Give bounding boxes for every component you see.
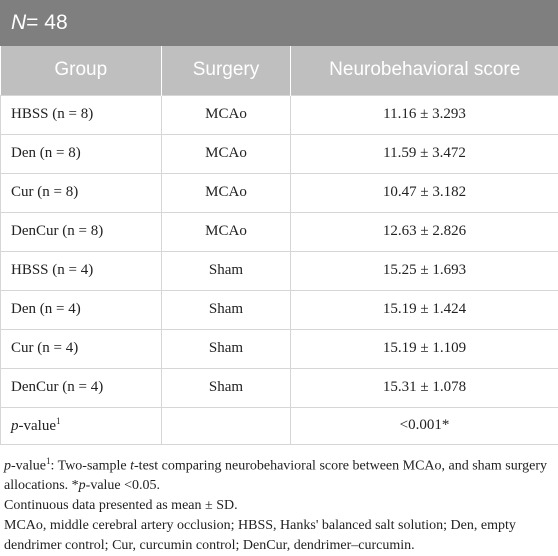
table-row [1, 95, 558, 134]
cell-surgery: MCAo [162, 134, 291, 173]
pvalue-row [1, 407, 558, 444]
cell-surgery: MCAo [162, 212, 291, 251]
pvalue-label-sup: 1 [56, 416, 61, 426]
cell-group: HBSS (n = 8) [1, 95, 162, 134]
cell-score: 11.16 ± 3.293 [291, 95, 558, 134]
cell-surgery: MCAo [162, 173, 291, 212]
fn-t-italic: t [130, 458, 134, 473]
header-score: Neurobehavioral score [291, 46, 558, 95]
cell-score: 15.25 ± 1.693 [291, 251, 558, 290]
cell-score: 15.19 ± 1.424 [291, 290, 558, 329]
table-row [1, 251, 558, 290]
cell-score: 12.63 ± 2.826 [291, 212, 558, 251]
table-row [1, 329, 558, 368]
table-row [1, 368, 558, 407]
cell-surgery: Sham [162, 251, 291, 290]
pvalue-value: <0.001* [291, 407, 558, 444]
table-row [1, 134, 558, 173]
pvalue-label-rest: -value [19, 418, 56, 434]
cell-score: 10.47 ± 3.182 [291, 173, 558, 212]
table-row [1, 212, 558, 251]
pvalue-label [1, 407, 162, 444]
fn-p2-italic: p [79, 478, 86, 493]
cell-group: Den (n = 4) [1, 290, 162, 329]
title-n: N [11, 11, 26, 35]
footnote-abbreviations: MCAo, middle cerebral artery occlusion; HBSS, Hanks' balanced salt solution; Den, empty dendrimer control; Cur, curcumin control; DenCur, dendrimer–curcumin. [4, 516, 554, 556]
fn-p-italic: p [4, 458, 11, 473]
fn-text-1: : Two-sample [50, 458, 130, 473]
title-text: = 48 [26, 11, 67, 35]
cell-group: Den (n = 8) [1, 134, 162, 173]
cell-surgery: MCAo [162, 95, 291, 134]
cell-score: 11.59 ± 3.472 [291, 134, 558, 173]
cell-surgery: Sham [162, 290, 291, 329]
cell-group: DenCur (n = 4) [1, 368, 162, 407]
header-row [1, 46, 558, 95]
table-row [1, 290, 558, 329]
header-surgery: Surgery [162, 46, 291, 95]
fn-text-3: -value <0.05. [86, 478, 160, 493]
data-table [0, 46, 558, 445]
cell-group: HBSS (n = 4) [1, 251, 162, 290]
fn-text-2: -test comparing neurobehavioral score between MCAo, and sham surgery allocations. * [4, 458, 547, 493]
cell-score: 15.31 ± 1.078 [291, 368, 558, 407]
cell-group: Cur (n = 4) [1, 329, 162, 368]
fn-sup: 1 [46, 456, 51, 466]
cell-score: 15.19 ± 1.109 [291, 329, 558, 368]
header-group: Group [1, 46, 162, 95]
cell-group: DenCur (n = 8) [1, 212, 162, 251]
cell-surgery: Sham [162, 329, 291, 368]
footnote-pvalue [4, 451, 554, 497]
footnote-continuous: Continuous data presented as mean ± SD. [4, 496, 554, 516]
cell-surgery: Sham [162, 368, 291, 407]
pvalue-surgery [162, 407, 291, 444]
cell-group: Cur (n = 8) [1, 173, 162, 212]
table-footnotes [0, 445, 558, 556]
table-title [0, 0, 558, 46]
pvalue-label-italic: p [11, 418, 19, 434]
fn-p-rest: -value [11, 458, 46, 473]
table-row [1, 173, 558, 212]
